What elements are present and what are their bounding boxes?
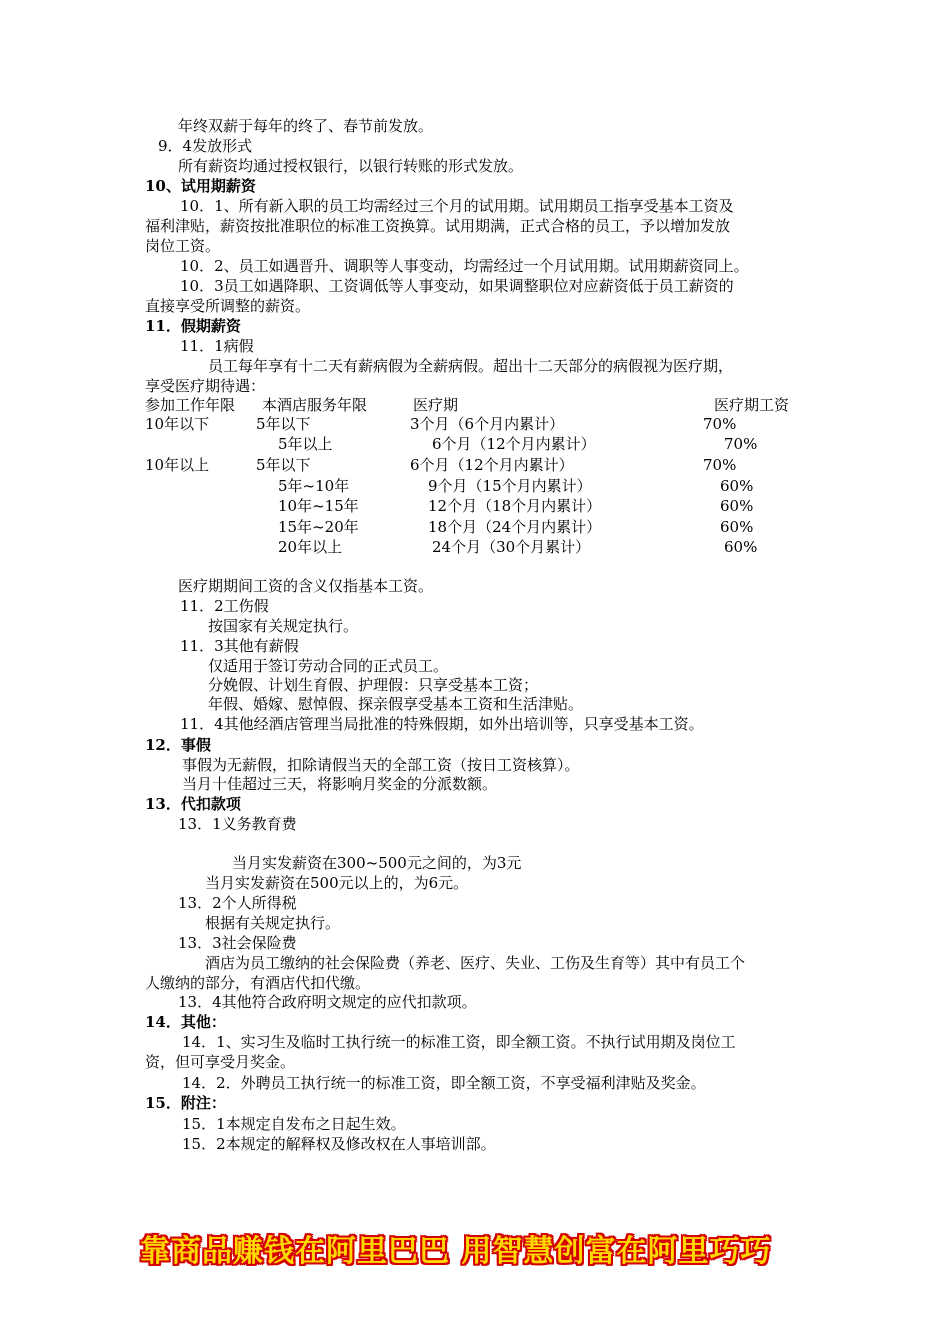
paragraph: 享受医疗期待遇： [145, 377, 266, 395]
section-heading: 11．2工伤假 [180, 597, 269, 615]
section-heading: 14．其他： [145, 1013, 226, 1031]
table-cell: 15年~20年 [278, 518, 359, 536]
paragraph: 15．1本规定自发布之日起生效。 [182, 1115, 406, 1133]
section-heading: 9．4发放形式 [158, 137, 253, 155]
table-cell: 6个月（12个月内累计） [410, 456, 574, 474]
paragraph: 仅适用于签订劳动合同的正式员工。 [208, 657, 449, 675]
table-cell: 12个月（18个月内累计） [428, 497, 602, 515]
table-cell: 5年以上 [278, 435, 333, 453]
table-cell: 70% [703, 415, 737, 433]
table-cell: 10年以下 [145, 415, 210, 433]
paragraph: 10．3员工如遇降职、工资调低等人事变动，如果调整职位对应薪资低于员工薪资的 [180, 277, 734, 295]
paragraph: 10．1、所有新入职的员工均需经过三个月的试用期。试用期员工指享受基本工资及 [180, 197, 734, 215]
paragraph: 当月实发薪资在500元以上的，为6元。 [205, 874, 469, 892]
paragraph: 事假为无薪假，扣除请假当天的全部工资（按日工资核算）。 [182, 756, 580, 774]
section-heading: 11．3其他有薪假 [180, 637, 299, 655]
table-cell: 60% [720, 477, 754, 495]
paragraph: 15．2本规定的解释权及修改权在人事培训部。 [182, 1135, 496, 1153]
table-header: 医疗期工资 [714, 396, 790, 414]
paragraph: 资，但可享受月奖金。 [145, 1053, 296, 1071]
paragraph: 酒店为员工缴纳的社会保险费（养老、医疗、失业、工伤及生育等）其中有员工个 [205, 954, 746, 972]
paragraph: 10．2、员工如遇晋升、调职等人事变动，均需经过一个月试用期。试用期薪资同上。 [180, 257, 749, 275]
table-header: 本酒店服务年限 [262, 396, 368, 414]
table-cell: 5年以下 [256, 456, 311, 474]
section-heading: 11．假期薪资 [145, 317, 241, 335]
table-cell: 10年以上 [145, 456, 210, 474]
table-cell: 24个月（30个月累计） [432, 538, 591, 556]
paragraph: 14．2．外聘员工执行统一的标准工资，即全额工资，不享受福利津贴及奖金。 [182, 1074, 706, 1092]
section-heading: 13．代扣款项 [145, 795, 241, 813]
table-cell: 10年~15年 [278, 497, 359, 515]
section-heading: 13．3社会保险费 [178, 934, 297, 952]
table-header: 医疗期 [413, 396, 459, 414]
table-cell: 60% [720, 497, 754, 515]
paragraph: 11．4其他经酒店管理当局批准的特殊假期，如外出培训等，只享受基本工资。 [180, 715, 704, 733]
table-cell: 60% [720, 518, 754, 536]
section-heading: 13．1义务教育费 [178, 815, 297, 833]
table-cell: 9个月（15个月内累计） [428, 477, 592, 495]
paragraph: 员工每年享有十二天有薪病假为全薪病假。超出十二天部分的病假视为医疗期， [208, 357, 734, 375]
paragraph: 福利津贴，薪资按批准职位的标准工资换算。试用期满，正式合格的员工，予以增加发放 [145, 217, 731, 235]
paragraph: 年假、婚嫁、慰悼假、探亲假享受基本工资和生活津贴。 [208, 695, 584, 713]
table-cell: 60% [724, 538, 758, 556]
table-cell: 5年~10年 [278, 477, 350, 495]
table-cell: 3个月（6个月内累计） [410, 415, 565, 433]
paragraph: 年终双薪于每年的终了、春节前发放。 [178, 117, 434, 135]
table-cell: 18个月（24个月内累计） [428, 518, 602, 536]
paragraph: 医疗期期间工资的含义仅指基本工资。 [178, 577, 434, 595]
paragraph: 当月实发薪资在300~500元之间的，为3元 [232, 854, 522, 872]
table-cell: 6个月（12个月内累计） [432, 435, 596, 453]
section-heading: 10、试用期薪资 [145, 177, 256, 195]
paragraph: 分娩假、计划生育假、护理假：只享受基本工资； [208, 676, 539, 694]
table-cell: 20年以上 [278, 538, 343, 556]
paragraph: 直接享受所调整的薪资。 [145, 297, 311, 315]
section-heading: 12．事假 [145, 736, 211, 754]
table-cell: 70% [724, 435, 758, 453]
paragraph: 14．1、实习生及临时工执行统一的标准工资，即全额工资。不执行试用期及岗位工 [182, 1033, 736, 1051]
paragraph: 根据有关规定执行。 [205, 914, 341, 932]
paragraph: 按国家有关规定执行。 [208, 617, 359, 635]
paragraph: 当月十佳超过三天，将影响月奖金的分派数额。 [182, 775, 498, 793]
section-heading: 13．2个人所得税 [178, 894, 297, 912]
paragraph: 所有薪资均通过授权银行，以银行转账的形式发放。 [178, 157, 524, 175]
paragraph: 人缴纳的部分，有酒店代扣代缴。 [145, 974, 371, 992]
table-cell: 70% [703, 456, 737, 474]
promo-banner: 靠商品赚钱在阿里巴巴 用智慧创富在阿里巧巧 [140, 1234, 772, 1269]
table-header: 参加工作年限 [145, 396, 236, 414]
section-heading: 15．附注： [145, 1094, 226, 1112]
section-heading: 11．1病假 [180, 337, 254, 355]
paragraph: 13．4其他符合政府明文规定的应代扣款项。 [178, 993, 477, 1011]
table-cell: 5年以下 [256, 415, 311, 433]
paragraph: 岗位工资。 [145, 237, 221, 255]
